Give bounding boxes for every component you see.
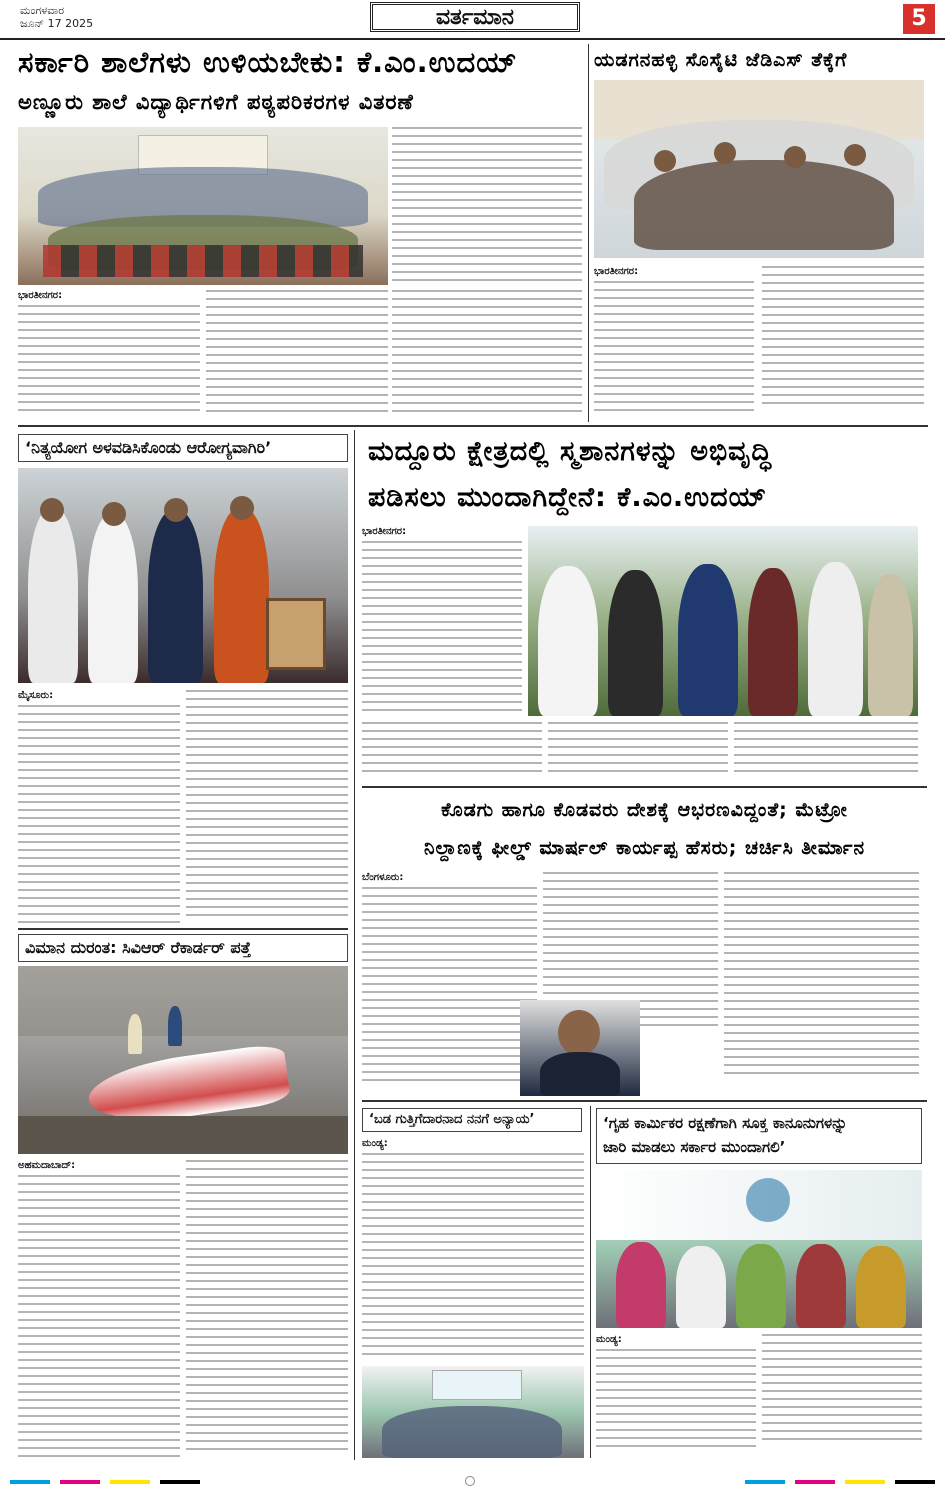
cyan-strip <box>745 1480 785 1484</box>
magenta-strip <box>795 1480 835 1484</box>
story1-headline: ಸರ್ಕಾರಿ ಶಾಲೆಗಳು ಉಳಿಯಬೇಕು: ಕೆ.ಎಂ.ಉದಯ್ <box>18 45 518 79</box>
date-block <box>20 4 93 30</box>
story3-text-col2 <box>186 690 348 925</box>
story6-dateline: ಅಹಮದಾಬಾದ್: <box>18 1160 76 1171</box>
section-rule <box>362 786 927 788</box>
story1-subhead: ಅಣ್ಣೂರು ಶಾಲೆ ವಿದ್ಯಾರ್ಥಿಗಳಿಗೆ ಪಠ್ಯಪರಿಕರಗಳ ವಿತರಣೆ <box>18 90 414 114</box>
issue-date: ಜೂನ್ 17 2025 <box>20 17 94 30</box>
story4-text-col2 <box>362 722 542 782</box>
black-strip <box>160 1480 200 1484</box>
cyan-strip <box>10 1480 50 1484</box>
section-rule <box>18 928 348 930</box>
story8-headline-line1: ‘ಗೃಹ ಕಾರ್ಮಿಕರ ರಕ್ಷಣೆಗಾಗಿ ಸೂಕ್ತ ಕಾನೂನುಗಳನ್ನು <box>603 1114 848 1132</box>
story1-text-col1 <box>18 290 200 420</box>
story5-headline-line2: ನಿಲ್ದಾಣಕ್ಕೆ ಫೀಲ್ಡ್ ಮಾರ್ಷಲ್ ಕಾರ್ಯಪ್ಪ ಹೆಸರು; ಚರ್ಚಿಸಿ ತೀರ್ಮಾನ <box>423 837 866 859</box>
story5-text-col3 <box>724 872 919 1092</box>
newspaper-title: ವರ್ತಮಾನ <box>370 2 580 32</box>
magenta-strip <box>60 1480 100 1484</box>
story2-text-col1 <box>594 266 754 418</box>
section-rule <box>362 1100 927 1102</box>
story3-photo <box>18 468 348 683</box>
column-divider <box>590 1106 591 1458</box>
story8-text-col1 <box>596 1334 756 1458</box>
story3-headline: ‘ನಿತ್ಯಯೋಗ ಅಳವಡಿಸಿಕೊಂಡು ಆರೋಗ್ಯವಾಗಿರಿ’ <box>18 434 348 462</box>
page-number: 5 <box>903 4 935 34</box>
story8-text-col2 <box>762 1334 922 1458</box>
story3-text-col1 <box>18 690 180 925</box>
yellow-strip <box>845 1480 885 1484</box>
column-divider <box>354 430 355 1460</box>
story7-photo <box>362 1366 584 1458</box>
story4-headline-line1: ಮದ್ದೂರು ಕ್ಷೇತ್ರದಲ್ಲಿ ಸ್ಮಶಾನಗಳನ್ನು ಅಭಿವೃದ್ಧಿ <box>368 436 773 467</box>
story4-text-col4 <box>734 722 918 782</box>
story2-text-col2 <box>762 266 924 418</box>
masthead <box>0 0 945 40</box>
yellow-strip <box>110 1480 150 1484</box>
registration-mark-icon <box>465 1476 475 1486</box>
story1-text-col2 <box>206 290 388 420</box>
story5-headline-line1: ಕೊಡಗು ಹಾಗೂ ಕೊಡವರು ದೇಶಕ್ಕೆ ಆಭರಣವಿದ್ದಂತೆ; ಮೆಟ್ರೋ <box>441 799 848 821</box>
story6-text-col2 <box>186 1160 348 1460</box>
black-strip <box>895 1480 935 1484</box>
story7-text <box>362 1138 584 1360</box>
story1-text-col3 <box>392 290 582 420</box>
story6-headline: ವಿಮಾನ ದುರಂತ: ಸಿವಿಆರ್ ರೆಕಾರ್ಡರ್ ಪತ್ತೆ <box>18 934 348 962</box>
story1-dateline: ಭಾರತೀನಗರ: <box>18 290 63 301</box>
story4-text-col1 <box>362 526 522 721</box>
story7-headline: ‘ಬಡ ಗುತ್ತಿಗೆದಾರನಾದ ನನಗೆ ಅನ್ಯಾಯ’ <box>362 1108 582 1132</box>
story2-photo <box>594 80 924 258</box>
story2-dateline: ಭಾರತೀನಗರ: <box>594 266 639 277</box>
story2-headline: ಯಡಗನಹಳ್ಳಿ ಸೊಸೈಟಿ ಜೆಡಿಎಸ್ ತೆಕ್ಕೆಗೆ <box>594 49 848 71</box>
story6-text-col1 <box>18 1160 180 1460</box>
story5-dateline: ಬೆಂಗಳೂರು: <box>362 872 404 883</box>
story4-photo <box>528 526 918 716</box>
section-rule <box>18 425 928 427</box>
story8-headline-box <box>596 1108 922 1164</box>
print-colour-bar <box>0 1474 945 1490</box>
story5-photo <box>520 1000 640 1096</box>
story4-dateline: ಭಾರತೀನಗರ: <box>362 526 407 537</box>
story6-photo <box>18 966 348 1154</box>
weekday: ಮಂಗಳವಾರ <box>20 4 65 17</box>
story4-headline-line2: ಪಡಿಸಲು ಮುಂದಾಗಿದ್ದೇನೆ: ಕೆ.ಎಂ.ಉದಯ್ <box>368 482 768 513</box>
story3-dateline: ಮೈಸೂರು: <box>18 690 54 701</box>
story1-text-col-right <box>392 127 582 285</box>
story7-dateline: ಮಂಡ್ಯ: <box>362 1138 388 1149</box>
story1-photo <box>18 127 388 285</box>
story8-headline-line2: ಜಾರಿ ಮಾಡಲು ಸರ್ಕಾರ ಮುಂದಾಗಲಿ’ <box>603 1138 786 1156</box>
column-divider <box>588 44 589 422</box>
story4-text-col3 <box>548 722 728 782</box>
story8-photo <box>596 1170 922 1328</box>
story8-dateline: ಮಂಡ್ಯ: <box>596 1334 622 1345</box>
story5-text-col1 <box>362 872 537 1092</box>
